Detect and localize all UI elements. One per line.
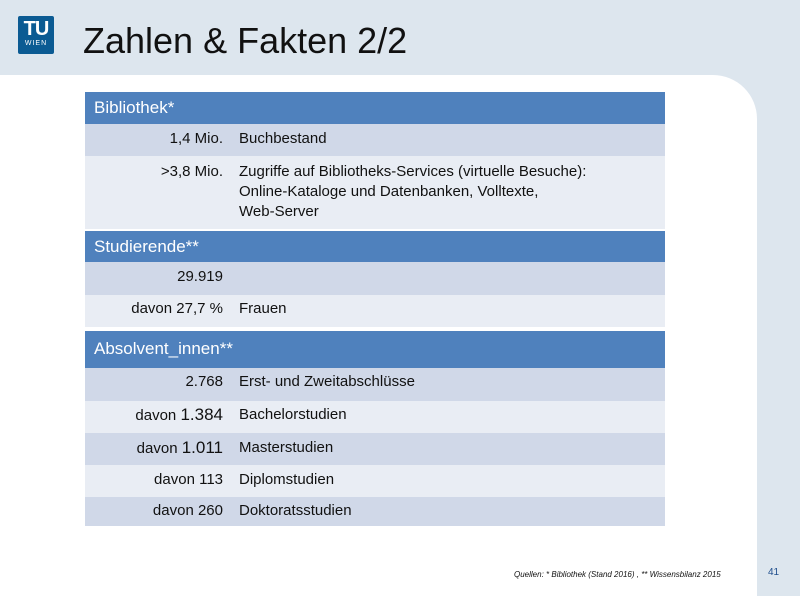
row-label: Bachelorstudien	[239, 406, 347, 423]
row-label	[231, 162, 665, 229]
page-number: 41	[768, 567, 780, 578]
tu-wien-logo	[18, 16, 54, 54]
logo-tu-text: TU	[23, 18, 49, 40]
table-row	[85, 295, 665, 327]
row-label	[231, 262, 665, 295]
row-value: 1,4 Mio.	[169, 130, 223, 147]
table-row	[85, 401, 665, 433]
row-value: davon 27,7 %	[131, 300, 223, 317]
slide-title: Zahlen & Fakten 2/2	[83, 20, 408, 61]
row-label: Erst- und Zweitabschlüsse	[239, 373, 415, 390]
section-header-absolventinnen: Absolvent_innen**	[85, 331, 665, 368]
table-row	[85, 368, 665, 401]
row-value: davon 260	[152, 502, 223, 519]
value-prefix: davon	[136, 440, 182, 457]
value-number: 1.384	[180, 405, 223, 424]
row-value	[85, 433, 231, 465]
row-value: davon 113	[154, 471, 223, 488]
section-header-studierende: Studierende**	[85, 231, 665, 262]
table-bibliothek	[85, 92, 665, 229]
table-row	[85, 465, 665, 497]
row-value: 2.768	[185, 373, 223, 390]
table-row	[85, 156, 665, 229]
source-footnote: Quellen: * Bibliothek (Stand 2016) , ** Wissensbilanz 2015	[514, 570, 721, 579]
row-label: Doktoratsstudien	[239, 502, 352, 519]
table-row	[85, 262, 665, 295]
slide-header	[0, 0, 800, 75]
row-value: >3,8 Mio.	[160, 163, 223, 180]
table-row	[85, 433, 665, 465]
value-prefix: davon	[135, 407, 181, 424]
bottom-strip	[710, 596, 800, 600]
value-number: 1.011	[181, 438, 223, 457]
row-label-line: Online-Kataloge und Datenbanken, Volltexte,	[239, 183, 539, 200]
row-label: Diplomstudien	[239, 471, 335, 488]
table-row	[85, 497, 665, 526]
row-value	[85, 401, 231, 433]
row-label: Frauen	[239, 300, 287, 317]
section-header-bibliothek: Bibliothek*	[85, 92, 665, 124]
row-label-line: Web-Server	[239, 203, 319, 220]
table-studierende	[85, 231, 665, 327]
table-row	[85, 124, 665, 156]
logo-wien-text: WIEN	[24, 40, 48, 47]
row-label: Buchbestand	[239, 130, 327, 147]
table-absolventinnen	[85, 331, 665, 526]
row-label-line: Zugriffe auf Bibliotheks-Services (virtuelle Besuche):	[239, 163, 587, 180]
row-label: Masterstudien	[239, 439, 334, 456]
row-value: 29.919	[177, 268, 223, 285]
